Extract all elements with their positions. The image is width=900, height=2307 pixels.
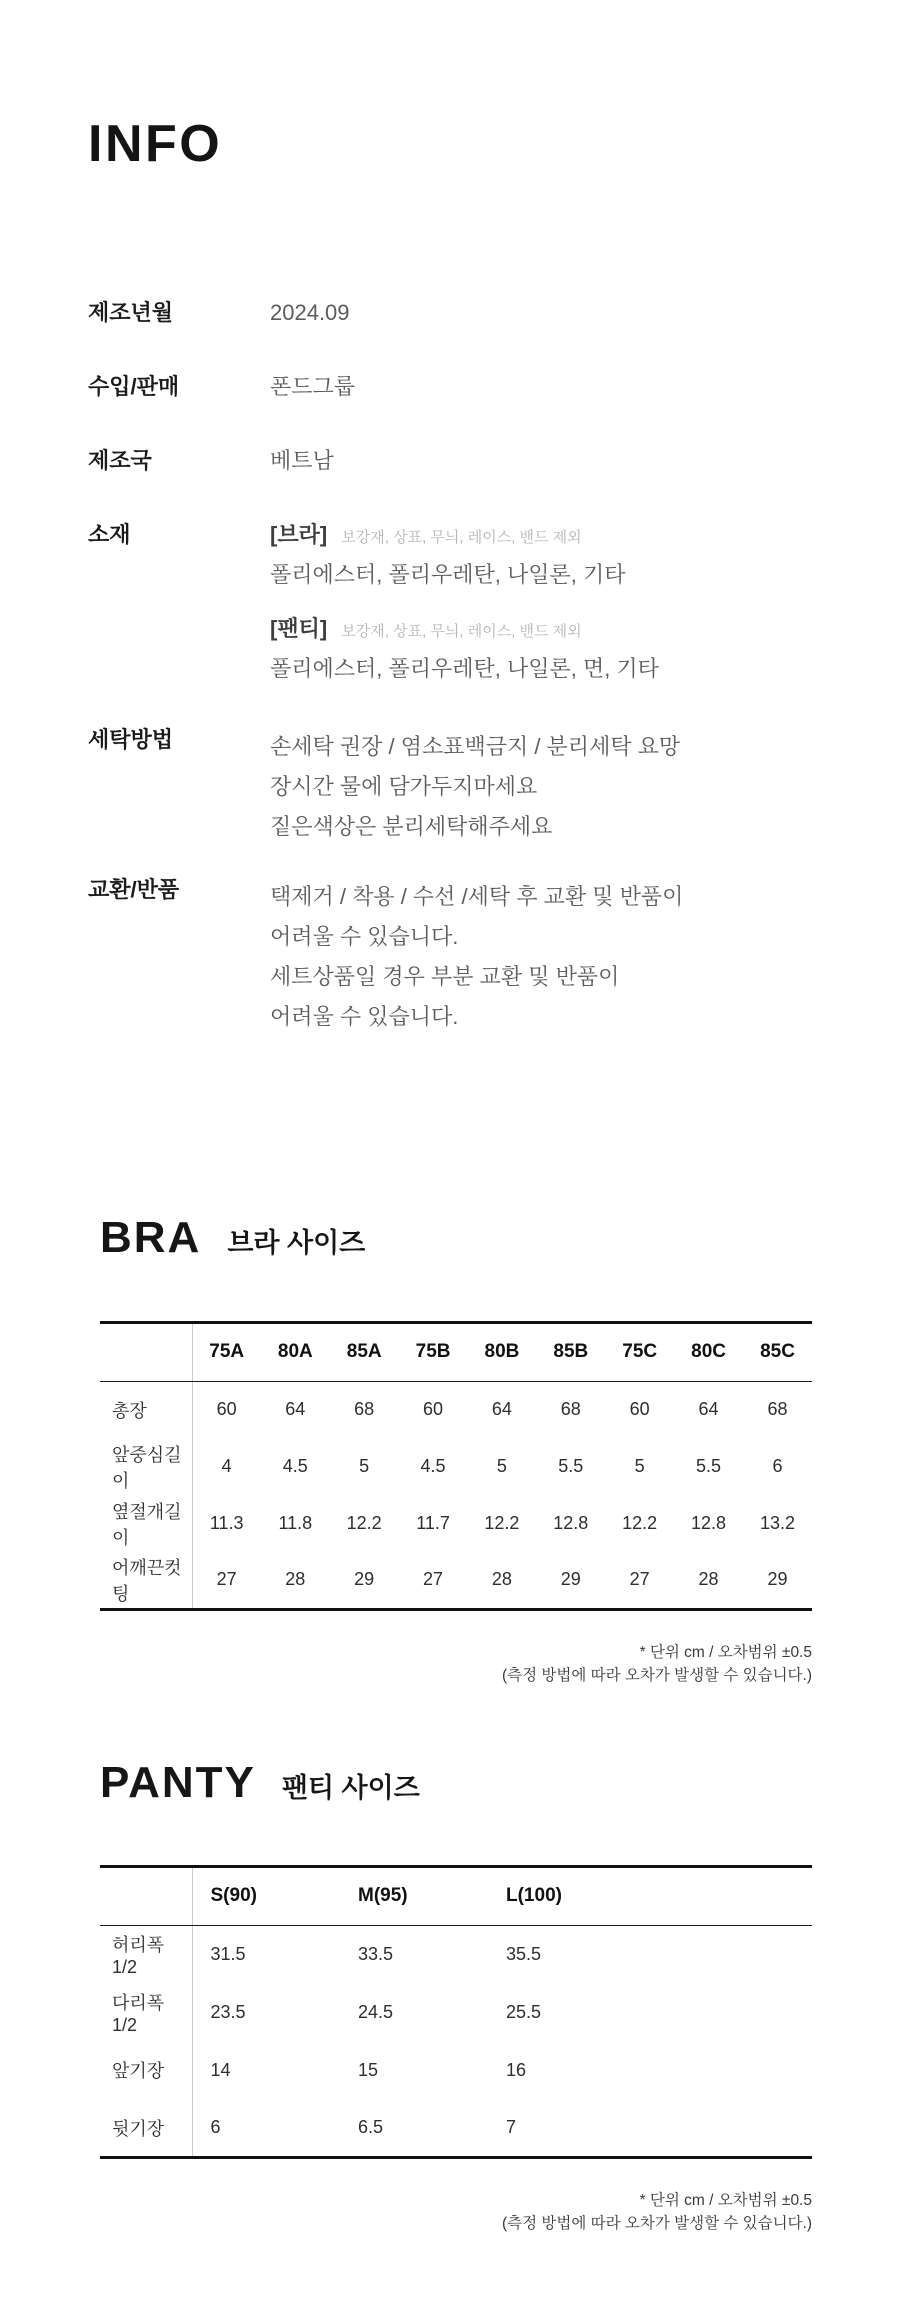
size-value: 11.7 bbox=[416, 1513, 450, 1534]
column-header: 80C bbox=[674, 1322, 743, 1381]
table-row bbox=[100, 1552, 812, 1609]
row-label: 옆절개길이 bbox=[100, 1495, 192, 1552]
column-header: 85A bbox=[330, 1322, 399, 1381]
size-value: 5 bbox=[634, 1456, 645, 1477]
info-value: 2024.09 bbox=[270, 300, 350, 326]
size-value: 25.5 bbox=[506, 2001, 542, 2022]
size-value: 68 bbox=[767, 1399, 788, 1420]
info-value: 폰드그룹 bbox=[270, 374, 356, 400]
info-row-importer bbox=[88, 374, 840, 400]
info-label: 제조년월 bbox=[88, 300, 174, 326]
spacer-cell bbox=[636, 1866, 812, 1925]
material-item-bra bbox=[270, 522, 659, 588]
column-header: 75B bbox=[399, 1322, 468, 1381]
info-label: 소재 bbox=[88, 522, 131, 548]
info-label: 제조국 bbox=[88, 448, 152, 474]
panty-size-section bbox=[0, 1759, 900, 2235]
column-header: M(95) bbox=[340, 1866, 488, 1925]
exchange-policy bbox=[270, 877, 683, 1037]
info-row-manufacture-date bbox=[88, 300, 840, 326]
size-value: 12.8 bbox=[553, 1513, 589, 1534]
material-tagline bbox=[270, 522, 659, 551]
size-value: 35.5 bbox=[506, 1944, 542, 1965]
table-row bbox=[100, 1438, 812, 1495]
row-label: 뒷기장 bbox=[100, 2099, 192, 2157]
bra-size-table bbox=[100, 1321, 812, 1611]
washing-instructions bbox=[270, 727, 680, 847]
footnote-line: * 단위 cm / 오차범위 ±0.5 bbox=[639, 1643, 812, 1661]
size-value: 60 bbox=[216, 1399, 237, 1420]
panty-heading-en: PANTY bbox=[100, 1757, 256, 1807]
column-header: S(90) bbox=[192, 1866, 340, 1925]
size-value: 68 bbox=[560, 1399, 581, 1420]
column-header: 75C bbox=[605, 1322, 674, 1381]
bra-heading-en: BRA bbox=[100, 1213, 202, 1263]
footnote-line: (측정 방법에 따라 오차가 발생할 수 있습니다.) bbox=[502, 1666, 812, 1684]
size-value: 4.5 bbox=[420, 1456, 446, 1477]
exchange-line: 어려울 수 있습니다. bbox=[270, 1004, 459, 1030]
exchange-line: 세트상품일 경우 부분 교환 및 반품이 bbox=[270, 964, 620, 990]
table-row bbox=[100, 2041, 812, 2099]
panty-size-table bbox=[100, 1865, 812, 2159]
spacer-cell bbox=[636, 1925, 812, 1983]
size-value: 14 bbox=[210, 2059, 231, 2080]
info-value: 베트남 bbox=[270, 448, 334, 474]
table-corner-cell bbox=[100, 1322, 192, 1381]
table-row bbox=[100, 1983, 812, 2041]
footnote-line: * 단위 cm / 오차범위 ±0.5 bbox=[639, 2191, 812, 2209]
size-value: 27 bbox=[629, 1569, 650, 1590]
info-section bbox=[0, 0, 900, 1037]
table-corner-cell bbox=[100, 1866, 192, 1925]
size-value: 11.3 bbox=[209, 1513, 244, 1534]
panty-table-header-row bbox=[100, 1866, 812, 1925]
row-label: 총장 bbox=[100, 1381, 192, 1438]
size-value: 60 bbox=[423, 1399, 444, 1420]
info-label: 세탁방법 bbox=[88, 727, 174, 753]
info-row-country bbox=[88, 448, 840, 474]
size-value: 29 bbox=[560, 1569, 581, 1590]
size-value: 5 bbox=[496, 1456, 507, 1477]
material-composition: 폴리에스터, 폴리우레탄, 나일론, 기타 bbox=[270, 562, 626, 588]
size-value: 64 bbox=[698, 1399, 719, 1420]
row-label: 앞중심길이 bbox=[100, 1438, 192, 1495]
material-tag: [팬티] bbox=[270, 616, 328, 642]
washing-line: 손세탁 권장 / 염소표백금지 / 분리세탁 요망 bbox=[270, 734, 681, 760]
size-value: 28 bbox=[285, 1569, 306, 1590]
bra-heading bbox=[100, 1214, 812, 1262]
bra-size-section bbox=[0, 1214, 900, 1686]
info-row-washing bbox=[88, 727, 840, 847]
exchange-line: 택제거 / 착용 / 수선 /세탁 후 교환 및 반품이 bbox=[270, 884, 684, 910]
info-row-exchange bbox=[88, 877, 840, 1037]
column-header: L(100) bbox=[488, 1866, 636, 1925]
info-label: 교환/반품 bbox=[88, 877, 180, 903]
size-value: 5.5 bbox=[558, 1456, 584, 1477]
spacer-cell bbox=[636, 2099, 812, 2157]
info-title: INFO bbox=[88, 115, 223, 173]
column-header: 85C bbox=[743, 1322, 812, 1381]
size-value: 6.5 bbox=[358, 2117, 384, 2138]
material-note: 보강재, 상표, 무늬, 레이스, 밴드 제외 bbox=[341, 529, 582, 547]
size-value: 5.5 bbox=[696, 1456, 722, 1477]
exchange-line: 어려울 수 있습니다. bbox=[270, 924, 459, 950]
panty-table-footnote bbox=[100, 2189, 812, 2235]
panty-heading bbox=[100, 1759, 812, 1807]
table-row bbox=[100, 1381, 812, 1438]
size-value: 29 bbox=[767, 1569, 788, 1590]
material-details bbox=[270, 522, 659, 682]
spacer-cell bbox=[636, 1983, 812, 2041]
size-value: 12.2 bbox=[622, 1513, 658, 1534]
size-value: 31.5 bbox=[210, 1944, 246, 1965]
size-value: 4.5 bbox=[282, 1456, 308, 1477]
material-note: 보강재, 상표, 무늬, 레이스, 밴드 제외 bbox=[341, 623, 582, 641]
row-label: 어깨끈컷팅 bbox=[100, 1552, 192, 1609]
washing-line: 장시간 물에 담가두지마세요 bbox=[270, 774, 538, 800]
material-tagline bbox=[270, 616, 659, 645]
material-composition: 폴리에스터, 폴리우레탄, 나일론, 면, 기타 bbox=[270, 656, 659, 682]
size-value: 64 bbox=[285, 1399, 306, 1420]
row-label: 허리폭 1/2 bbox=[100, 1925, 192, 1983]
size-value: 60 bbox=[629, 1399, 650, 1420]
info-row-material bbox=[88, 522, 840, 682]
size-value: 12.2 bbox=[484, 1513, 520, 1534]
table-row bbox=[100, 1495, 812, 1552]
size-value: 12.8 bbox=[691, 1513, 727, 1534]
size-value: 29 bbox=[354, 1569, 375, 1590]
size-value: 6 bbox=[210, 2117, 221, 2138]
size-value: 27 bbox=[423, 1569, 444, 1590]
row-label: 앞기장 bbox=[100, 2041, 192, 2099]
size-value: 15 bbox=[358, 2059, 379, 2080]
size-value: 28 bbox=[491, 1569, 512, 1590]
size-value: 33.5 bbox=[358, 1944, 394, 1965]
size-value: 13.2 bbox=[759, 1513, 796, 1534]
size-value: 7 bbox=[506, 2117, 517, 2138]
column-header: 80A bbox=[261, 1322, 330, 1381]
table-row bbox=[100, 1925, 812, 1983]
size-value: 5 bbox=[359, 1456, 370, 1477]
bra-table-footnote bbox=[100, 1641, 812, 1687]
table-row bbox=[100, 2099, 812, 2157]
size-value: 24.5 bbox=[358, 2001, 394, 2022]
bra-heading-ko: 브라 사이즈 bbox=[227, 1228, 366, 1259]
size-value: 6 bbox=[772, 1456, 783, 1477]
row-label: 다리폭 1/2 bbox=[100, 1983, 192, 2041]
size-value: 64 bbox=[491, 1399, 512, 1420]
footnote-line: (측정 방법에 따라 오차가 발생할 수 있습니다.) bbox=[502, 2214, 812, 2232]
size-value: 4 bbox=[221, 1456, 232, 1477]
material-tag: [브라] bbox=[270, 522, 328, 548]
column-header: 80B bbox=[468, 1322, 537, 1381]
size-value: 16 bbox=[506, 2059, 527, 2080]
size-value: 12.2 bbox=[346, 1513, 382, 1534]
panty-heading-ko: 팬티 사이즈 bbox=[281, 1772, 420, 1803]
size-value: 11.8 bbox=[278, 1513, 313, 1534]
size-value: 68 bbox=[354, 1399, 375, 1420]
material-item-panty bbox=[270, 616, 659, 682]
washing-line: 짙은색상은 분리세탁해주세요 bbox=[270, 814, 553, 840]
spacer-cell bbox=[636, 2041, 812, 2099]
size-value: 28 bbox=[698, 1569, 719, 1590]
info-label: 수입/판매 bbox=[88, 374, 180, 400]
column-header: 75A bbox=[192, 1322, 261, 1381]
column-header: 85B bbox=[536, 1322, 605, 1381]
size-value: 23.5 bbox=[210, 2001, 246, 2022]
size-value: 27 bbox=[216, 1569, 237, 1590]
bra-table-header-row bbox=[100, 1322, 812, 1381]
